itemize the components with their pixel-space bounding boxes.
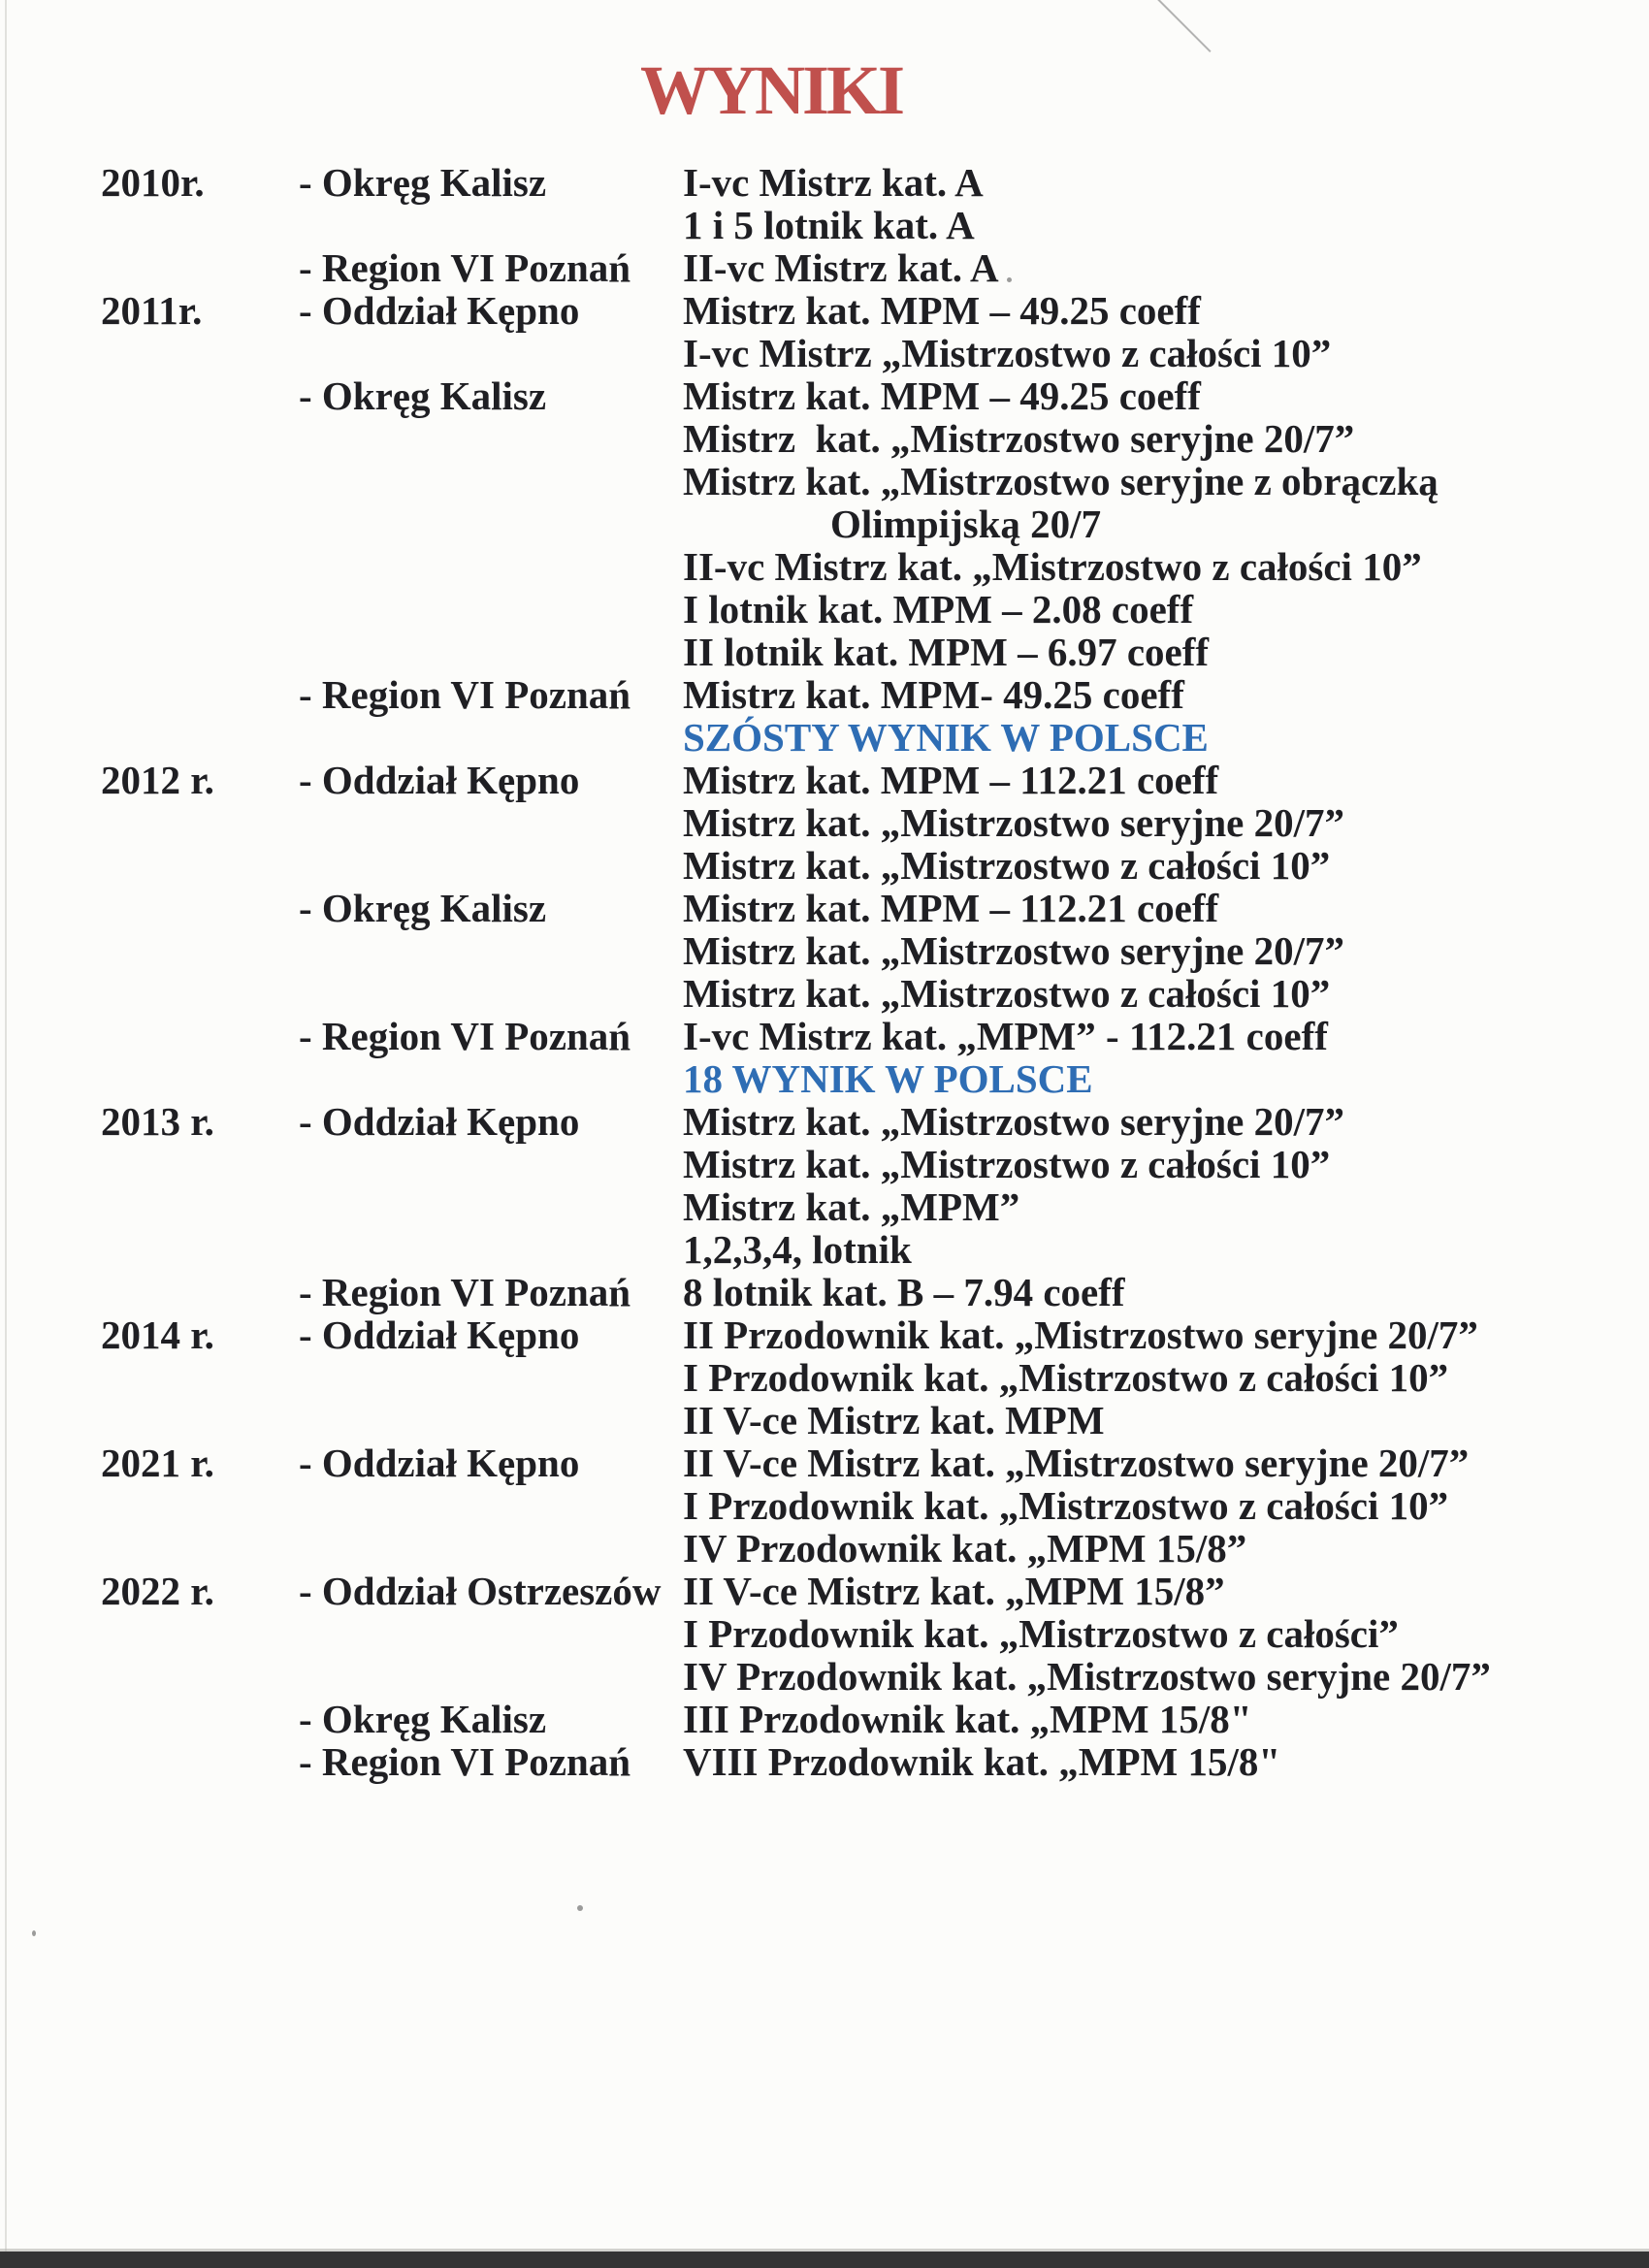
table-row (0, 1313, 1649, 1356)
region-label: - Okręg Kalisz (299, 1697, 547, 1741)
table-row (0, 801, 1649, 844)
result-text: Mistrz kat. „MPM” (683, 1184, 1020, 1229)
table-row (0, 759, 1649, 801)
result-text: 8 lotnik kat. B – 7.94 coeff (683, 1270, 1125, 1314)
table-row (0, 1057, 1649, 1100)
region-label: - Okręg Kalisz (299, 886, 547, 930)
result-text: Mistrz kat. MPM – 49.25 coeff (683, 288, 1201, 333)
region-label: - Region VI Poznań (299, 1270, 631, 1314)
table-row (0, 502, 1649, 545)
table-row (0, 1655, 1649, 1698)
region-label: - Oddział Ostrzeszów (299, 1569, 662, 1613)
result-text: Mistrz kat. „Mistrzostwo z całości 10” (683, 971, 1331, 1016)
region-label: - Region VI Poznań (299, 672, 631, 717)
table-row (0, 1228, 1649, 1271)
region-label: - Oddział Kępno (299, 1312, 580, 1357)
year-label: 2022 r. (101, 1569, 214, 1613)
result-text: 1,2,3,4, lotnik (683, 1227, 912, 1272)
scan-edge-line (5, 0, 7, 2268)
scan-speck (1007, 277, 1012, 282)
table-row (0, 673, 1649, 716)
table-row (0, 844, 1649, 887)
table-row (0, 1271, 1649, 1313)
table-row (0, 161, 1649, 204)
result-text: II lotnik kat. MPM – 6.97 coeff (683, 630, 1210, 674)
table-row (0, 289, 1649, 332)
result-text: Mistrz kat. MPM – 49.25 coeff (683, 373, 1201, 418)
year-label: 2021 r. (101, 1441, 214, 1485)
table-row (0, 588, 1649, 631)
table-row (0, 460, 1649, 502)
result-text: Mistrz kat. „Mistrzostwo seryjne 20/7” (683, 800, 1345, 845)
result-text: Olimpijską 20/7 (830, 502, 1102, 546)
scan-speck (577, 1905, 583, 1911)
result-text: Mistrz kat. „Mistrzostwo seryjne 20/7” (683, 1099, 1345, 1144)
year-label: 2010r. (101, 160, 205, 205)
region-label: - Okręg Kalisz (299, 160, 547, 205)
table-row (0, 1399, 1649, 1442)
page-title: WYNIKI (640, 51, 903, 129)
table-row (0, 631, 1649, 673)
result-text: Mistrz kat. „Mistrzostwo seryjne 20/7” (683, 928, 1345, 973)
result-text: Mistrz kat. MPM- 49.25 coeff (683, 672, 1184, 717)
scan-bottom-bar (0, 2252, 1649, 2268)
region-label: - Oddział Kępno (299, 1099, 580, 1144)
result-text: II Przodownik kat. „Mistrzostwo seryjne 20/7” (683, 1312, 1478, 1357)
result-text: II-vc Mistrz kat. „Mistrzostwo z całości 10” (683, 544, 1422, 589)
table-row (0, 972, 1649, 1015)
results-table (0, 161, 1649, 1783)
result-text: I Przodownik kat. „Mistrzostwo z całości” (683, 1611, 1399, 1656)
table-row (0, 1143, 1649, 1185)
table-row (0, 929, 1649, 972)
result-text: IV Przodownik kat. „MPM 15/8” (683, 1526, 1247, 1571)
result-text: Mistrz kat. MPM – 112.21 coeff (683, 886, 1219, 930)
result-text: II V-ce Mistrz kat. „MPM 15/8” (683, 1569, 1225, 1613)
table-row (0, 1570, 1649, 1612)
table-row (0, 204, 1649, 246)
result-text: Mistrz kat. „Mistrzostwo z całości 10” (683, 1142, 1331, 1186)
table-row (0, 1527, 1649, 1570)
table-row (0, 887, 1649, 929)
result-text: Mistrz kat. MPM – 112.21 coeff (683, 758, 1219, 802)
result-text: I Przodownik kat. „Mistrzostwo z całości 10” (683, 1355, 1449, 1400)
result-text: Mistrz kat. „Mistrzostwo seryjne 20/7” (683, 416, 1355, 461)
result-text: III Przodownik kat. „MPM 15/8" (683, 1697, 1252, 1741)
result-text: IV Przodownik kat. „Mistrzostwo seryjne 20/7” (683, 1654, 1491, 1699)
result-text: VIII Przodownik kat. „MPM 15/8" (683, 1739, 1281, 1784)
region-label: - Region VI Poznań (299, 1014, 631, 1058)
table-row (0, 1740, 1649, 1783)
region-label: - Okręg Kalisz (299, 373, 547, 418)
table-row (0, 1484, 1649, 1527)
result-text: I Przodownik kat. „Mistrzostwo z całości 10” (683, 1483, 1449, 1528)
result-text: II V-ce Mistrz kat. „Mistrzostwo seryjne 20/7” (683, 1441, 1470, 1485)
year-label: 2014 r. (101, 1312, 214, 1357)
year-label: 2012 r. (101, 758, 214, 802)
region-label: - Oddział Kępno (299, 1441, 580, 1485)
table-row (0, 1185, 1649, 1228)
table-row (0, 1356, 1649, 1399)
table-row (0, 246, 1649, 289)
year-label: 2011r. (101, 288, 203, 333)
table-row (0, 417, 1649, 460)
result-text: II-vc Mistrz kat. A (683, 245, 999, 290)
table-row (0, 716, 1649, 759)
table-row (0, 1612, 1649, 1655)
table-row (0, 1100, 1649, 1143)
result-text: I lotnik kat. MPM – 2.08 coeff (683, 587, 1194, 632)
table-row (0, 1442, 1649, 1484)
result-text: I-vc Mistrz kat. A (683, 160, 984, 205)
region-label: - Region VI Poznań (299, 1739, 631, 1784)
result-text: I-vc Mistrz kat. „MPM” - 112.21 coeff (683, 1014, 1328, 1058)
result-text: 1 i 5 lotnik kat. A (683, 203, 975, 247)
result-text: Mistrz kat. „Mistrzostwo z całości 10” (683, 843, 1331, 888)
region-label: - Oddział Kępno (299, 758, 580, 802)
scan-artifact-line (1155, 0, 1212, 52)
table-row (0, 332, 1649, 374)
result-text: Mistrz kat. „Mistrzostwo seryjne z obrączką (683, 459, 1439, 503)
table-row (0, 374, 1649, 417)
result-text: SZÓSTY WYNIK W POLSCE (683, 715, 1209, 760)
result-text: I-vc Mistrz „Mistrzostwo z całości 10” (683, 331, 1332, 375)
scan-speck (32, 1930, 36, 1936)
result-text: 18 WYNIK W POLSCE (683, 1056, 1093, 1101)
region-label: - Region VI Poznań (299, 245, 631, 290)
year-label: 2013 r. (101, 1099, 214, 1144)
table-row (0, 1015, 1649, 1057)
result-text: II V-ce Mistrz kat. MPM (683, 1398, 1105, 1442)
region-label: - Oddział Kępno (299, 288, 580, 333)
table-row (0, 1698, 1649, 1740)
table-row (0, 545, 1649, 588)
